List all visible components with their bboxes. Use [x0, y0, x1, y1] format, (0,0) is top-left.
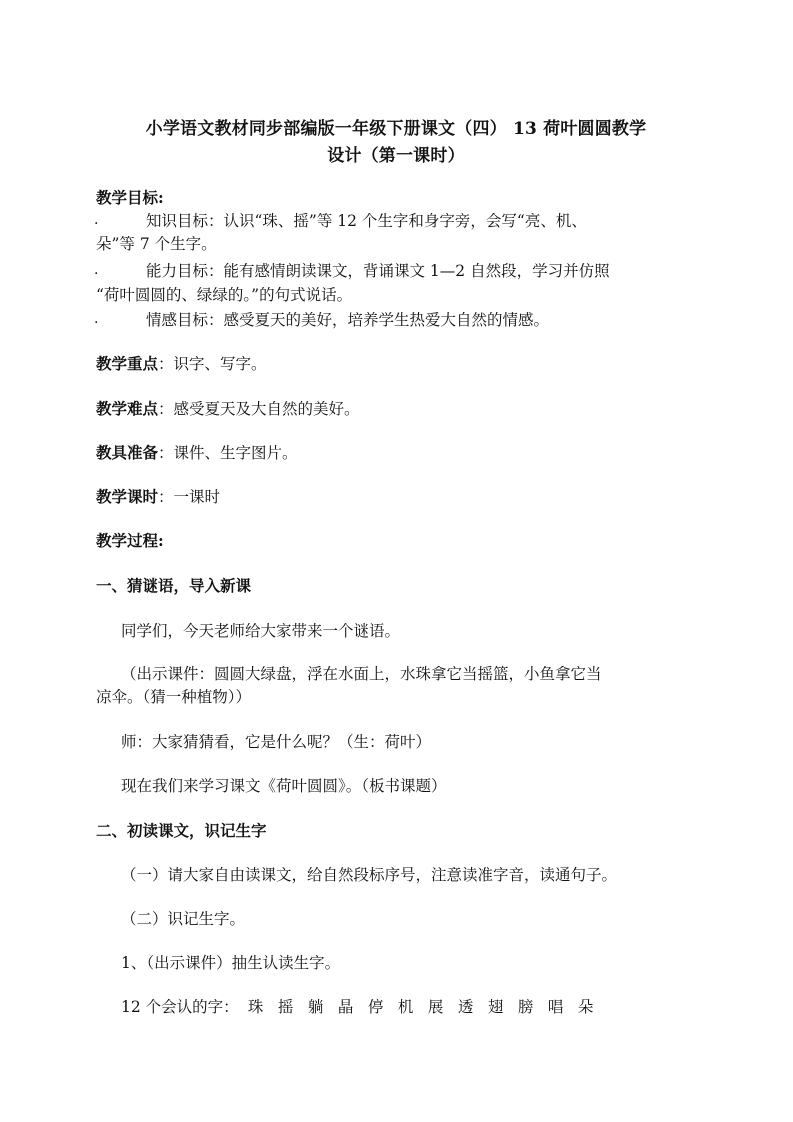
section-2-paragraph-1: （一）请大家自由读课文，给自然段标序号，注意读准字音，读通句子。 — [121, 866, 618, 884]
objective-2-line-1: 能力目标：能有感情朗读课文，背诵课文 1—2 自然段，学习并仿照 — [146, 262, 610, 280]
difficulty-text: ：感受夏天及大自然的美好。 — [158, 400, 360, 418]
title-line-1: 小学语文教材同步部编版一年级下册课文（四） 13 荷叶圆圆教学 — [145, 119, 647, 139]
objectives-heading: 教学目标: — [96, 188, 164, 207]
key-point-label: 教学重点 — [96, 354, 159, 373]
bullet-1: . — [94, 212, 99, 228]
character: 停 — [367, 998, 384, 1016]
character: 机 — [397, 998, 414, 1016]
section-1-heading: 一、猜谜语，导入新课 — [96, 576, 252, 595]
section-1-paragraph-2-line-1: （出示课件：圆圆大绿盘，浮在水面上，水珠拿它当摇篮，小鱼拿它当 — [121, 665, 602, 683]
hours-text: ：一课时 — [158, 488, 221, 506]
tools — [96, 442, 298, 464]
character: 躺 — [307, 998, 324, 1016]
character: 透 — [457, 998, 474, 1016]
difficulty — [96, 398, 360, 420]
process-heading: 教学过程: — [96, 531, 164, 550]
tools-text: ：课件、生字图片。 — [158, 444, 298, 462]
key-point-text: ：识字、写字。 — [158, 355, 267, 373]
section-1-paragraph-2-line-2: 凉伞。（猜一种植物）） — [96, 688, 252, 706]
recognition-characters — [121, 996, 601, 1018]
bullet-3: . — [94, 311, 99, 327]
hours — [96, 486, 220, 508]
objective-2-line-2: “荷叶圆圆的、绿绿的。”的句式说话。 — [96, 286, 353, 304]
document-title — [96, 116, 696, 170]
section-1-paragraph-1: 同学们，今天老师给大家带来一个谜语。 — [121, 622, 401, 640]
bullet-2: . — [94, 262, 99, 278]
section-2-paragraph-2: （二）识记生字。 — [121, 910, 246, 928]
objective-1-line-1: 知识目标：认识“珠、摇”等 12 个生字和身字旁，会写“亮、机、 — [146, 212, 587, 230]
character: 唱 — [547, 998, 564, 1016]
character: 晶 — [337, 998, 354, 1016]
character: 朵 — [577, 998, 594, 1016]
difficulty-label: 教学难点 — [96, 399, 159, 418]
objective-1-line-2: 朵”等 7 个生字。 — [96, 235, 217, 253]
title-line-2: 设计（第一课时） — [327, 146, 465, 166]
characters-label: 12 个会认的字： — [121, 998, 239, 1016]
character: 翅 — [487, 998, 504, 1016]
character: 展 — [427, 998, 444, 1016]
character: 膀 — [517, 998, 534, 1016]
hours-label: 教学课时 — [96, 487, 159, 506]
character-list — [241, 996, 601, 1018]
character: 摇 — [277, 998, 294, 1016]
objective-3-line-1: 情感目标：感受夏天的美好，培养学生热爱大自然的情感。 — [146, 311, 550, 329]
tools-label: 教具准备 — [96, 443, 159, 462]
section-1-paragraph-4: 现在我们来学习课文《荷叶圆圆》。（板书课题） — [121, 777, 447, 795]
key-point — [96, 353, 267, 375]
section-1-paragraph-3: 师：大家猜猜看，它是什么呢？（生：荷叶） — [121, 733, 432, 751]
section-2-paragraph-3: 1、（出示课件）抽生认读生字。 — [121, 954, 341, 972]
section-2-heading: 二、初读课文，识记生字 — [96, 821, 267, 840]
character: 珠 — [247, 998, 264, 1016]
